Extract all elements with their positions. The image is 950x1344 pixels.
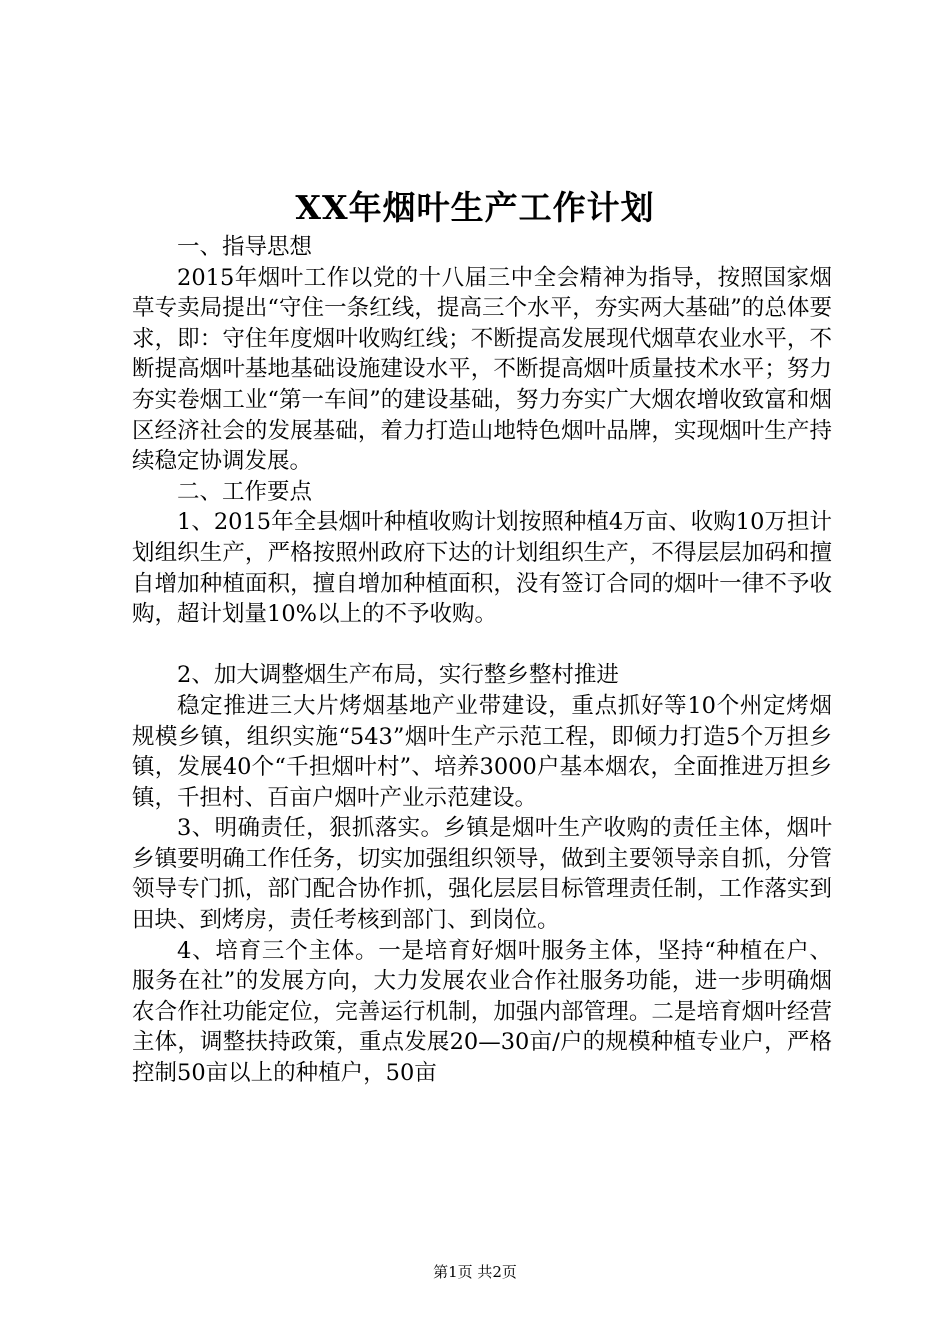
document-title: XX年烟叶生产工作计划 bbox=[295, 188, 655, 227]
section-heading: 二、工作要点 bbox=[177, 478, 313, 505]
blank-line bbox=[132, 630, 832, 661]
page-number: 第1页 共2页 bbox=[433, 1263, 517, 1281]
paragraph: 3、明确责任，狠抓落实。乡镇是烟叶生产收购的责任主体，烟叶乡镇要明确工作任务，切实加强组织领导，做到主要领导亲自抓，分管领导专门抓，部门配合协作抓，强化层层目标管理责任制，工作落实到田块、到烤房，责任考核到部门、到岗位。 bbox=[132, 815, 832, 934]
paragraph: 2015年烟叶工作以党的十八届三中全会精神为指导，按照国家烟草专卖局提出“守住一条红线，提高三个水平，夯实两大基础”的总体要求，即：守住年度烟叶收购红线；不断提高发展现代烟草农业水平，不断提高烟叶基地基础设施建设水平，不断提高烟叶质量技术水平；努力夯实卷烟工业“第一车间”的建设基础，努力夯实广大烟农增收致富和烟区经济社会的发展基础，着力打造山地特色烟叶品牌，实现烟叶生产持续稳定协调发展。 bbox=[132, 264, 832, 475]
section-heading: 一、指导思想 bbox=[177, 234, 313, 260]
document-body bbox=[132, 232, 832, 1089]
paragraph: 稳定推进三大片烤烟基地产业带建设，重点抓好等10个州定烤烟规模乡镇，组织实施“543”烟叶生产示范工程，即倾力打造5个万担乡镇，发展40个“千担烟叶村”、培养3000户基本烟农，全面推进万担乡镇，千担村、百亩户烟叶产业示范建设。 bbox=[132, 692, 832, 811]
subsection-heading: 2、加大调整烟生产布局，实行整乡整村推进 bbox=[177, 662, 619, 689]
paragraph: 4、培育三个主体。一是培育好烟叶服务主体，坚持“种植在户、服务在社”的发展方向，大力发展农业合作社服务功能，进一步明确烟农合作社功能定位，完善运行机制，加强内部管理。二是培育烟叶经营主体，调整扶持政策，重点发展20—30亩/户的规模种植专业户，严格控制50亩以上的种植户，50亩 bbox=[132, 937, 832, 1087]
paragraph: 1、2015年全县烟叶种植收购计划按照种植4万亩、收购10万担计划组织生产，严格按照州政府下达的计划组织生产，不得层层加码和擅自增加种植面积，擅自增加种植面积，没有签订合同的烟叶一律不予收购，超计划量10%以上的不予收购。 bbox=[132, 509, 832, 628]
